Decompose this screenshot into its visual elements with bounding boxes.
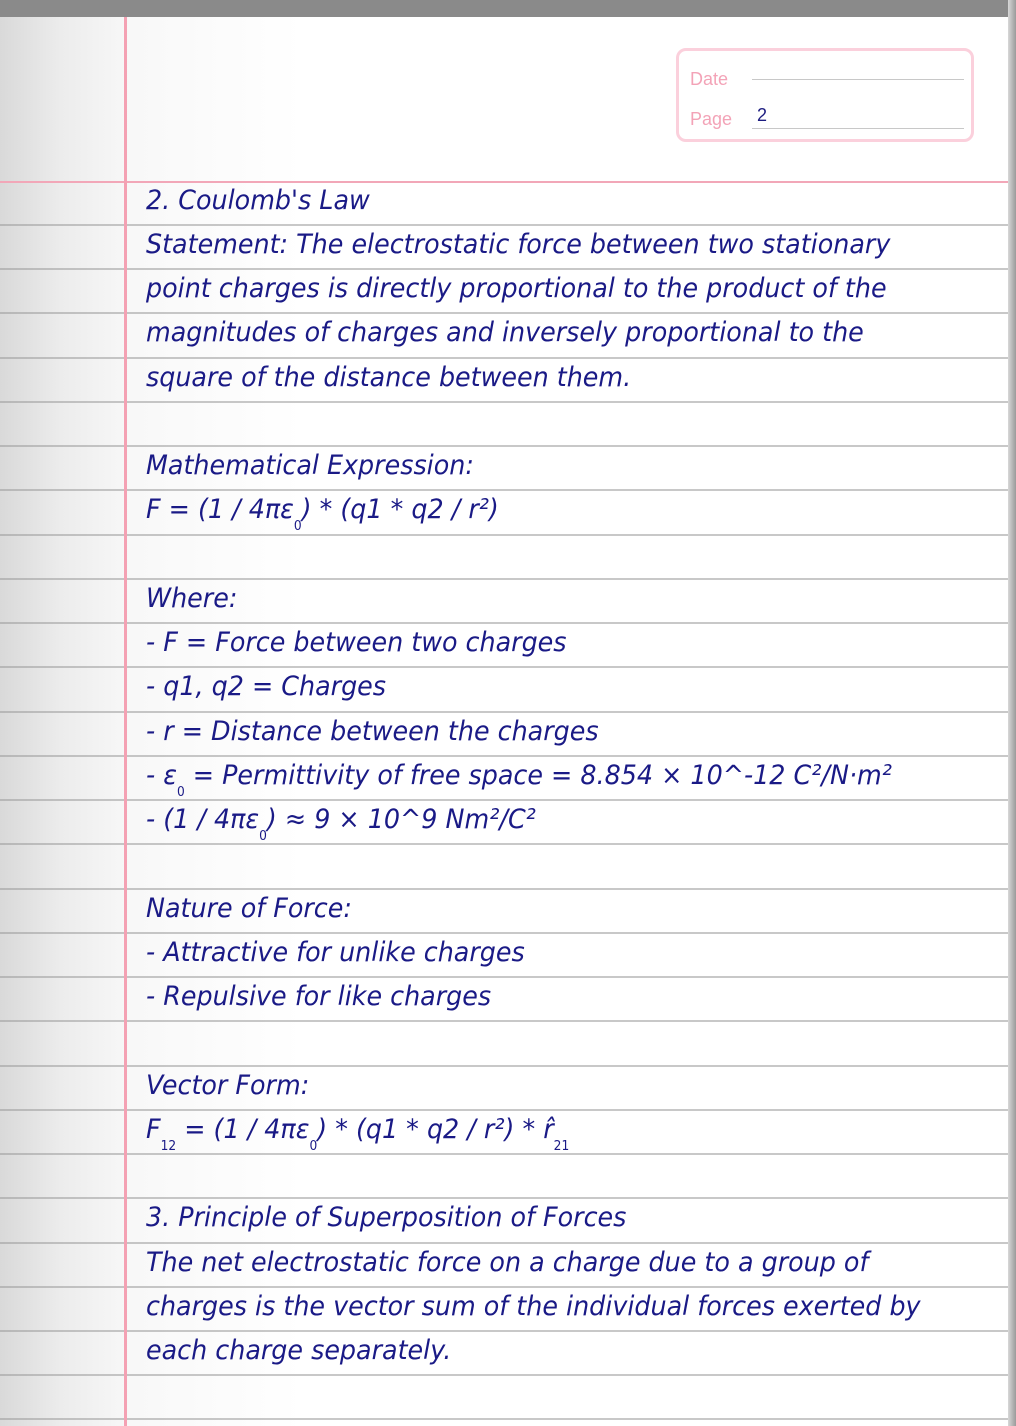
- vector-form-heading: Vector Form:: [146, 1070, 310, 1101]
- date-underline: [752, 79, 964, 80]
- ruled-line: [0, 711, 1008, 713]
- ruled-line: [0, 268, 1008, 270]
- page-label: Page: [690, 109, 733, 129]
- ruled-line: [0, 888, 1008, 890]
- ruled-line: [0, 1242, 1008, 1244]
- ruled-line: [0, 1109, 1008, 1111]
- ruled-line: [0, 666, 1008, 668]
- where-item: - F = Force between two charges: [146, 627, 567, 658]
- coulomb-formula: $F = (1 / 4\pi\varepsilon_0) * (q1 * q2 / r^2)$: [146, 494, 499, 534]
- ruled-line: [0, 1418, 1008, 1420]
- ruled-line: [0, 976, 1008, 978]
- superposition-line: each charge separately.: [146, 1335, 452, 1366]
- where-heading: Where:: [146, 583, 238, 614]
- section-title-coulombs-law: 2. Coulomb's Law: [146, 185, 370, 216]
- top-bar: [0, 0, 1016, 17]
- ruled-line: [0, 445, 1008, 447]
- where-item: - r = Distance between the charges: [146, 716, 599, 747]
- margin-line: [124, 17, 127, 1426]
- ruled-line: [0, 1330, 1008, 1332]
- where-item-constant: - $(1 / 4\pi\varepsilon_0) \approx 9$ × 10^9 Nm²/C²: [146, 804, 536, 844]
- ruled-line: [0, 401, 1008, 403]
- ruled-line: [0, 357, 1008, 359]
- ruled-line: [0, 843, 1008, 845]
- statement-line: point charges is directly proportional to the product of the: [146, 273, 887, 304]
- ruled-line: [0, 534, 1008, 536]
- page-underline: [752, 128, 964, 129]
- date-label: Date: [690, 69, 729, 89]
- superposition-line: charges is the vector sum of the individual forces exerted by: [146, 1291, 921, 1322]
- ruled-line: [0, 1153, 1008, 1155]
- date-page-box: [676, 48, 974, 142]
- page-number: 2: [757, 105, 768, 125]
- ruled-line: [0, 489, 1008, 491]
- ruled-line: [0, 1065, 1008, 1067]
- page-edge: [1008, 0, 1016, 1426]
- nature-item: - Attractive for unlike charges: [146, 937, 525, 968]
- nature-item: - Repulsive for like charges: [146, 981, 492, 1012]
- section-title-superposition: 3. Principle of Superposition of Forces: [146, 1202, 627, 1233]
- statement-line: Statement: The electrostatic force between two stationary: [146, 229, 891, 260]
- ruled-line: [0, 932, 1008, 934]
- math-expression-heading: Mathematical Expression:: [146, 450, 474, 481]
- ruled-line: [0, 622, 1008, 624]
- where-item-permittivity: - $\varepsilon_0$ = Permittivity of free space = 8.854 × 10^-12 C²/N·m²: [146, 760, 892, 800]
- ruled-line: [0, 312, 1008, 314]
- ruled-line: [0, 1020, 1008, 1022]
- ruled-line: [0, 755, 1008, 757]
- ruled-line: [0, 1286, 1008, 1288]
- where-item: - q1, q2 = Charges: [146, 671, 387, 702]
- ruled-line: [0, 1197, 1008, 1199]
- ruled-line: [0, 578, 1008, 580]
- superposition-line: The net electrostatic force on a charge due to a group of: [146, 1247, 869, 1278]
- statement-line: square of the distance between them.: [146, 362, 632, 393]
- ruled-line: [0, 224, 1008, 226]
- statement-line: magnitudes of charges and inversely proportional to the: [146, 317, 864, 348]
- ruled-line: [0, 1374, 1008, 1376]
- ruled-line: [0, 799, 1008, 801]
- header-rule: [0, 181, 1008, 183]
- nature-heading: Nature of Force:: [146, 893, 352, 924]
- vector-formula: $F_{12} = (1 / 4\pi\varepsilon_0) * (q1 * q2 / r^2)$ * $r̂_{21}$: [146, 1114, 570, 1154]
